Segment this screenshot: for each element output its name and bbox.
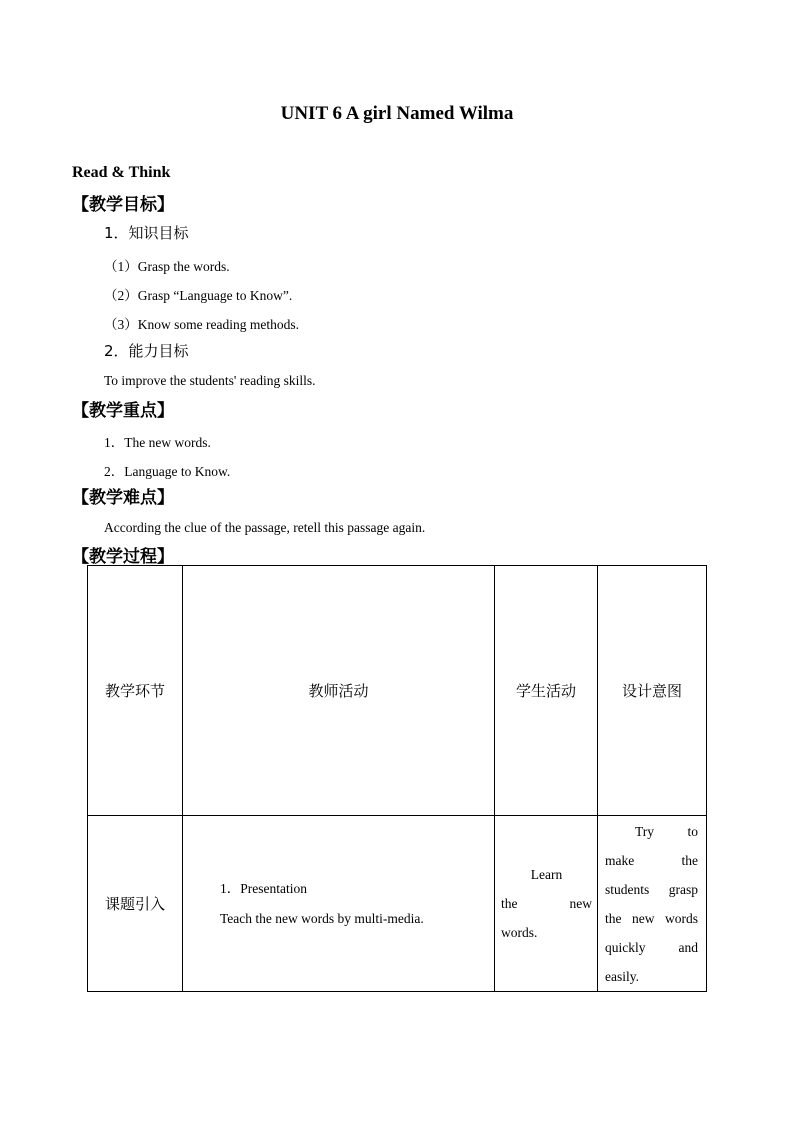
objective-item: （1）Grasp the words. (104, 259, 230, 274)
process-heading: 【教学过程】 (72, 547, 174, 567)
process-table (87, 565, 707, 992)
key-points-heading: 【教学重点】 (72, 401, 174, 421)
ability-heading: 2．能力目标 (104, 342, 189, 360)
design-intent-line: make the (605, 852, 698, 868)
ability-text: To improve the students' reading skills. (104, 373, 316, 388)
design-intent-cell (598, 816, 707, 992)
table-row (88, 816, 707, 992)
student-activity-cell (495, 816, 598, 992)
student-activity-line: the new (501, 896, 592, 911)
column-header: 学生活动 (495, 566, 598, 816)
design-intent-line: quickly and (605, 939, 698, 955)
objective-item: （3）Know some reading methods. (104, 317, 299, 332)
student-activity-line: Learn (530, 867, 563, 882)
table-header-row (88, 566, 707, 816)
knowledge-heading: 1．知识目标 (104, 224, 189, 242)
key-point-item: 1．The new words. (104, 435, 211, 450)
design-intent-line: Try to (635, 823, 698, 839)
design-intent-line: students grasp (605, 881, 698, 897)
objectives-heading: 【教学目标】 (72, 195, 174, 215)
difficulties-text: According the clue of the passage, retell this passage again. (104, 520, 426, 535)
teacher-activity-cell (183, 816, 495, 992)
column-header: 教师活动 (183, 566, 495, 816)
design-intent-line: the new words (605, 910, 698, 926)
column-header: 设计意图 (598, 566, 707, 816)
design-intent-line: easily. (605, 968, 639, 984)
column-header: 教学环节 (88, 566, 183, 816)
student-activity-line: words. (501, 925, 538, 940)
difficulties-heading: 【教学难点】 (72, 488, 174, 508)
stage-cell: 课题引入 (88, 816, 183, 992)
teacher-activity-line: 1．Presentation (220, 880, 307, 896)
key-point-item: 2．Language to Know. (104, 464, 231, 479)
objective-item: （2）Grasp “Language to Know”. (104, 288, 293, 303)
lesson-subtitle: Read & Think (72, 164, 171, 181)
page-title: UNIT 6 A girl Named Wilma (280, 103, 514, 124)
teacher-activity-line: Teach the new words by multi-media. (220, 910, 424, 926)
